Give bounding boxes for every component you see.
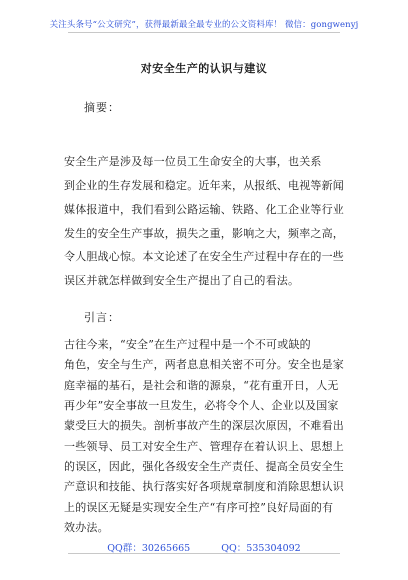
footer-contact bbox=[0, 540, 408, 554]
intro-line: 一些领导、员工对安全生产、管理存在着认识上、思想上 bbox=[64, 440, 344, 453]
header-divider bbox=[68, 32, 340, 33]
footer-qq-number: QQ：535304092 bbox=[221, 543, 301, 554]
intro-line: 上的误区无疑是实现安全生产“有序可控”良好局面的有 bbox=[64, 501, 334, 514]
abstract-line: 令人胆战心惊。本文论述了在安全生产过程中存在的一些 bbox=[64, 250, 344, 263]
abstract-label: 摘要： bbox=[84, 101, 120, 114]
intro-line: 角色，安全与生产，两者息息相关密不可分。安全也是家 bbox=[64, 358, 344, 371]
intro-line: 再少年”安全事故一旦发生，必将令个人、企业以及国家 bbox=[64, 399, 339, 412]
intro-line: 庭幸福的基石，是社会和谐的源泉，“花有重开日，人无 bbox=[64, 379, 339, 392]
abstract-line: 到企业的生存发展和稳定。近年来，从报纸、电视等新闻 bbox=[64, 179, 344, 192]
intro-line: 古往今来，“安全”在生产过程中是一个不可或缺的 bbox=[64, 338, 311, 351]
document-title: 对安全生产的认识与建议 bbox=[140, 62, 268, 75]
header-promo-note: 关注头条号“公文研究”，获得最新最全最专业的公文资料库！ 微信：gongwenyj bbox=[49, 20, 359, 30]
intro-line: 蒙受巨大的损失。剖析事故产生的深层次原因，不难看出 bbox=[64, 419, 344, 432]
intro-line: 产意识和技能、执行落实好各项规章制度和消除思想认识 bbox=[64, 480, 344, 493]
abstract-line: 安全生产是涉及每一位员工生命安全的大事，也关系 bbox=[64, 155, 322, 168]
footer-qq-group: QQ群：30265665 bbox=[107, 543, 191, 554]
intro-label: 引言： bbox=[84, 311, 120, 324]
abstract-line: 媒体报道中，我们看到公路运输、铁路、化工企业等行业 bbox=[64, 203, 344, 216]
intro-line: 的误区，因此，强化各级安全生产责任、提高全员安全生 bbox=[64, 460, 344, 473]
footer-divider bbox=[68, 553, 340, 554]
abstract-line: 发生的安全生产事故，损失之重，影响之大，频率之高， bbox=[64, 227, 344, 240]
intro-line: 效办法。 bbox=[64, 521, 109, 534]
abstract-line: 误区并就怎样做到安全生产提出了自己的看法。 bbox=[64, 274, 300, 287]
